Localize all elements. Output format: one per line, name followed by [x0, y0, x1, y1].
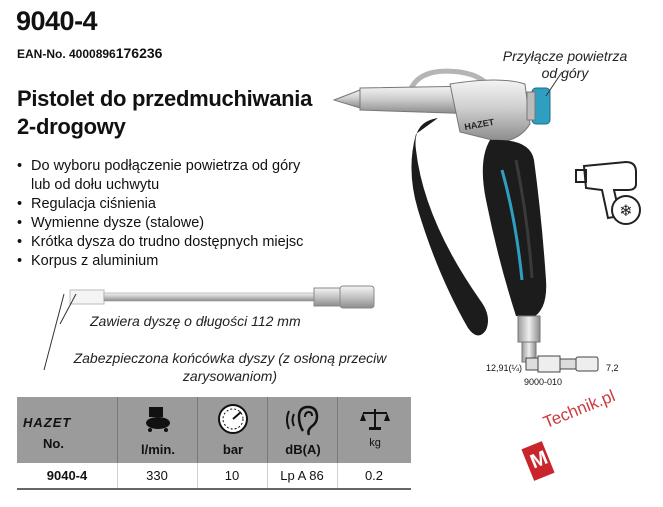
cell-pressure: 10: [224, 468, 240, 483]
cell-weight: 0.2: [364, 468, 384, 483]
scale-icon: [359, 407, 391, 433]
product-title-line1: Pistolet do przedmuchiwania: [17, 86, 313, 111]
feature-item: • Regulacja ciśnienia: [17, 195, 317, 214]
air-connection-line2: od góry: [541, 65, 589, 81]
row-divider: [117, 463, 118, 488]
svg-text:HAZET: HAZET: [463, 116, 495, 132]
header-cell-pressure: [197, 397, 268, 463]
pressure-gauge-icon: [217, 403, 249, 435]
table-row: [17, 463, 411, 490]
header-no-label: No.: [43, 436, 64, 451]
spec-table-header: [17, 397, 411, 463]
air-connection-line1: Przyłącze powietrza: [502, 48, 628, 64]
nozzle-length-note: Zawiera dyszę o długości 112 mm: [90, 313, 301, 329]
coupling-plug-image: [524, 352, 604, 376]
air-gun-image: [320, 60, 570, 370]
feature-item: • Korpus z aluminium: [17, 252, 317, 271]
feature-item: • Do wyboru podłączenie powietrza od góry lub od dołu uchwytu: [17, 157, 317, 195]
ean-suffix: 176236: [115, 45, 163, 61]
watermark-text: Technik.pl: [540, 386, 618, 433]
dimension-diameter: 7,2: [606, 363, 619, 373]
header-cell-flow: [117, 397, 198, 463]
coupling-part-code: 9000-010: [524, 377, 563, 387]
ean-number: [17, 45, 162, 61]
spec-table: [17, 397, 411, 492]
watermark-logo-letter: M: [527, 446, 551, 474]
product-title: [17, 85, 312, 141]
header-weight-label: kg: [369, 437, 381, 449]
product-title-line2: 2-drogowy: [17, 114, 126, 139]
header-pressure-label: bar: [222, 442, 244, 457]
header-cell-noise: [267, 397, 338, 463]
svg-text:❄: ❄: [619, 201, 633, 220]
row-divider: [337, 463, 338, 488]
nozzle-image: [64, 282, 384, 312]
feature-list: [17, 157, 317, 271]
feature-item: • Krótka dysza do trudno dostępnych miejsc: [17, 233, 317, 252]
header-flow-label: l/min.: [141, 442, 175, 457]
cell-noise: Lp A 86: [280, 468, 324, 483]
feature-item: • Wymienne dysze (stalowe): [17, 214, 317, 233]
impact-wrench-icon: [574, 150, 654, 230]
ean-prefix: EAN-No. 4000896: [17, 47, 116, 61]
row-divider: [197, 463, 198, 488]
dimension-thread: 12,91(¼): [486, 363, 523, 373]
cell-flow: 330: [146, 468, 168, 483]
ear-icon: [285, 403, 321, 437]
header-cell-no: [17, 397, 117, 463]
compressor-icon: [143, 403, 173, 433]
hazet-logo: HAZET: [23, 415, 72, 430]
model-number: 9040-4: [16, 6, 98, 36]
air-connection-note: [470, 48, 660, 82]
tip-protection-note: Zabezpieczona końcówka dyszy (z osłoną przeciw zarysowaniom): [73, 350, 387, 384]
cell-model: 9040-4: [46, 468, 88, 483]
header-noise-label: dB(A): [285, 442, 321, 457]
row-divider: [267, 463, 268, 488]
header-cell-weight: [337, 397, 412, 463]
